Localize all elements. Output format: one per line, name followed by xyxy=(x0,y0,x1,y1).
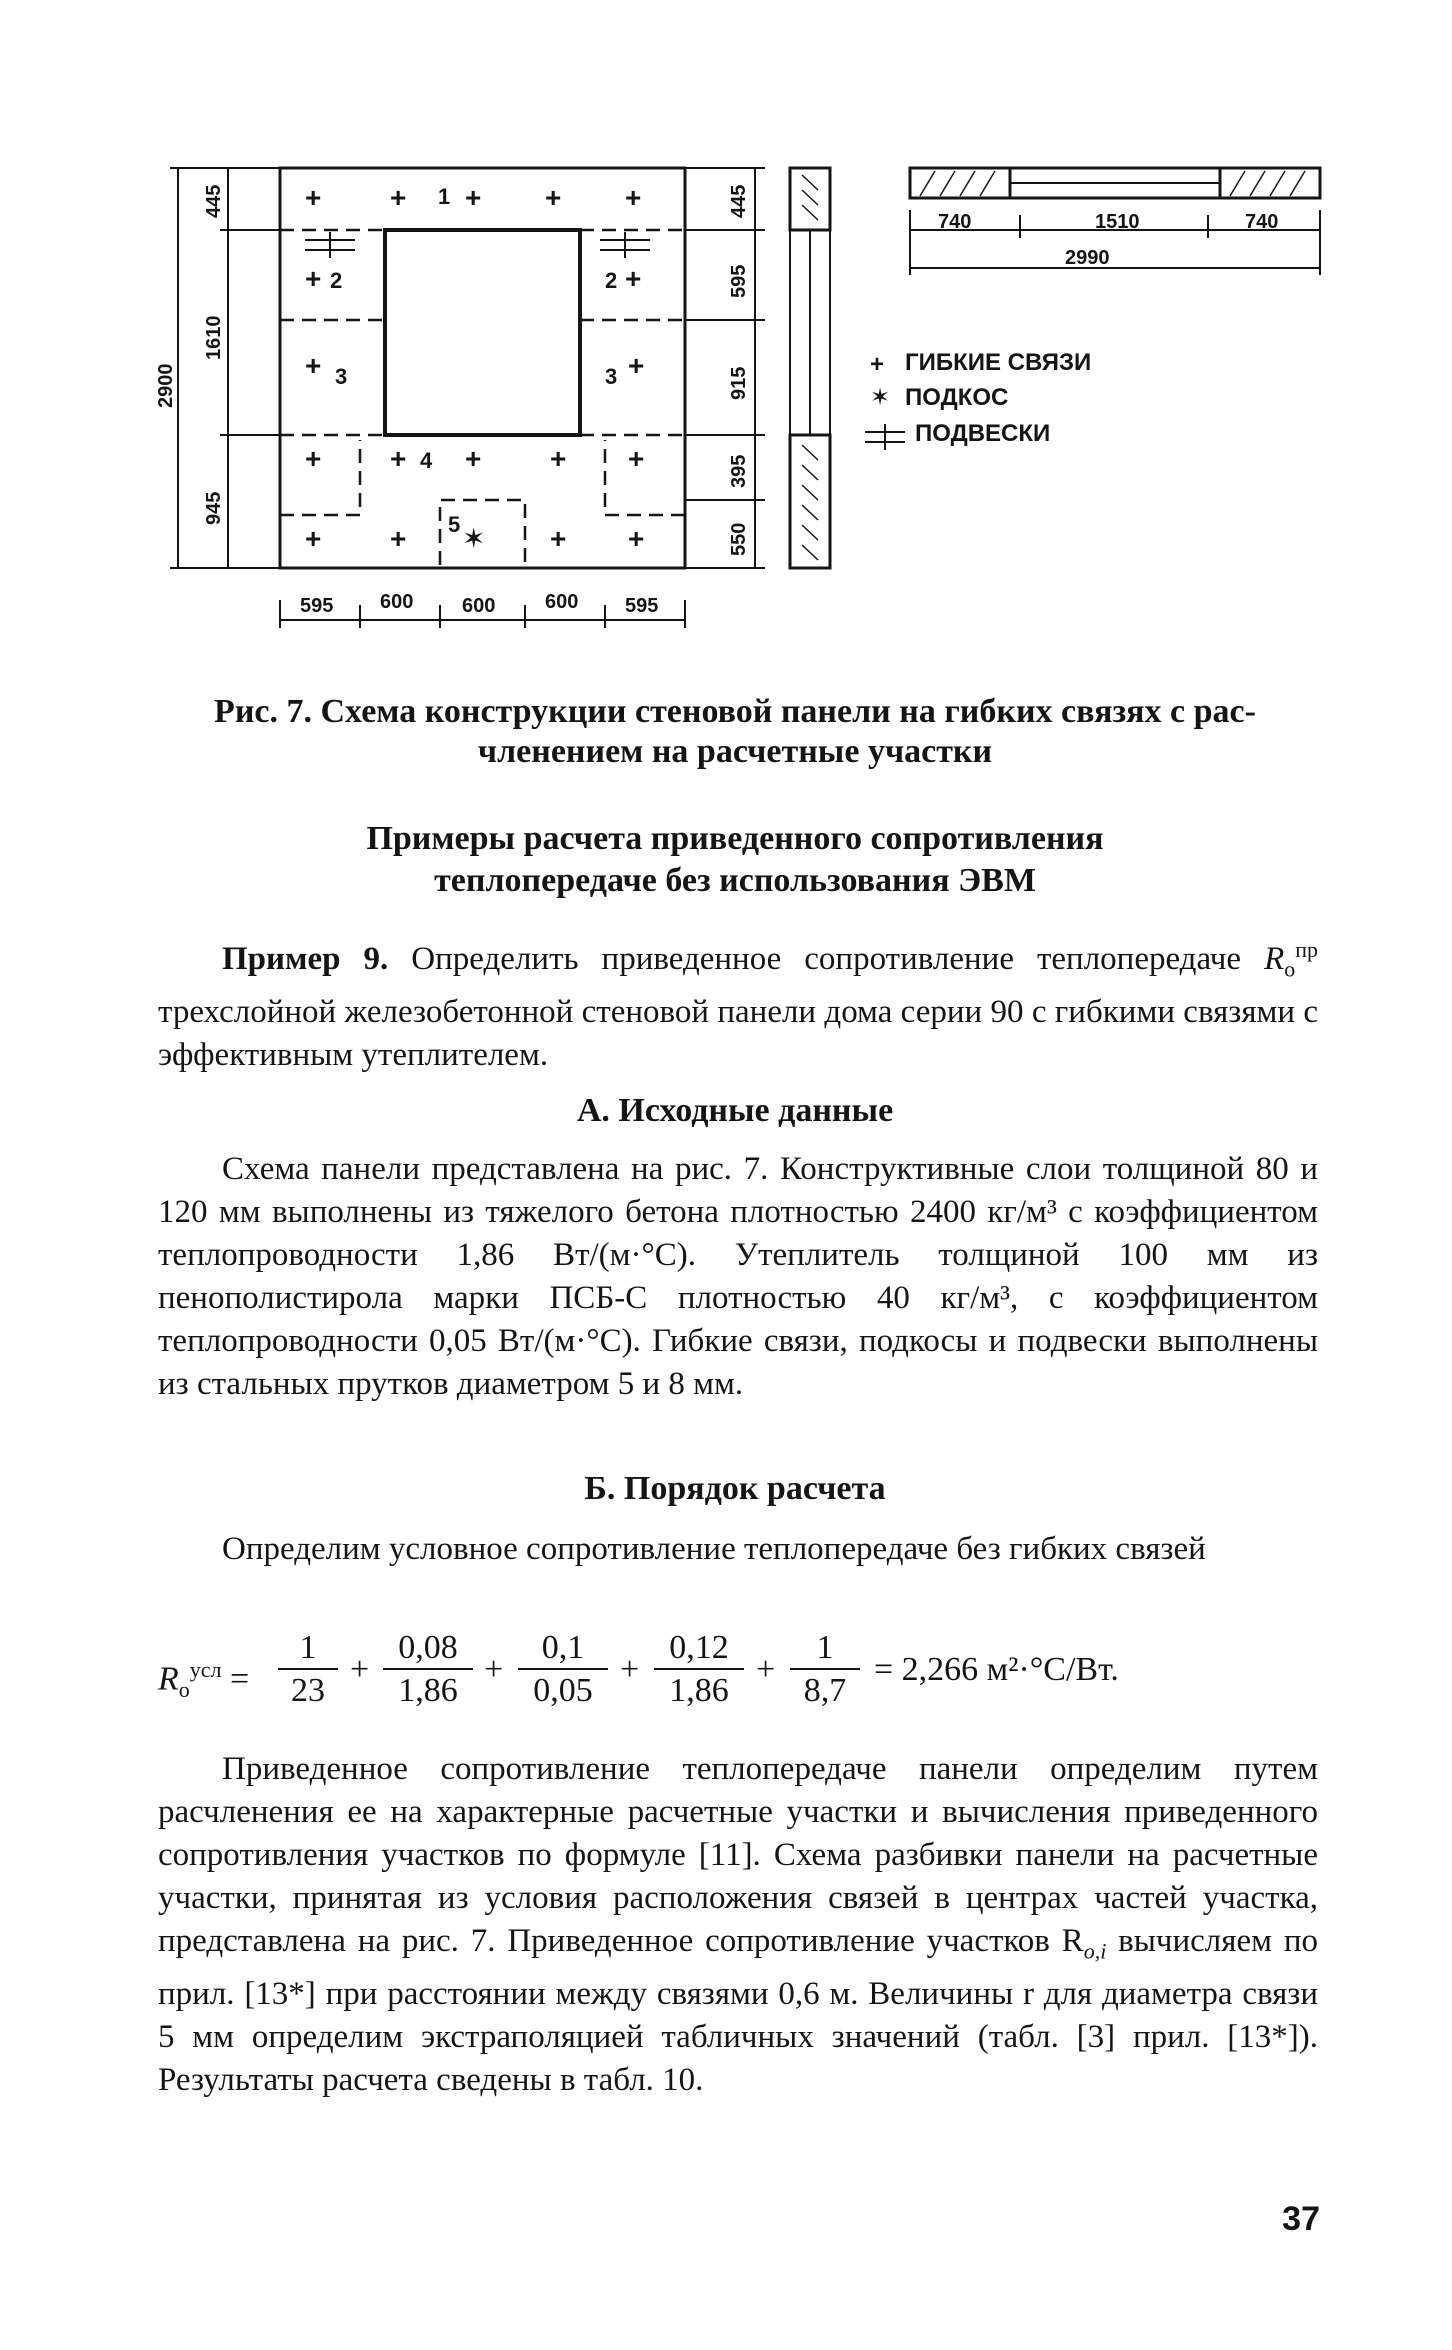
example-text-1: Определить приведенное сопротивление теплопередаче xyxy=(411,941,1242,977)
hanger-marks xyxy=(305,232,650,258)
example-text-2: трехслойной железобетонной стеновой панели дома серии 90 с гибкими связями с эффективным утеплителем. xyxy=(158,993,1318,1073)
svg-text:+: + xyxy=(390,443,407,474)
svg-text:+: + xyxy=(628,350,645,381)
legend-hanger-symbol xyxy=(865,424,905,450)
section-title-line-2: теплопередаче без использования ЭВМ xyxy=(434,862,1036,899)
svg-text:1610: 1610 xyxy=(203,315,225,360)
heading-b: Б. Порядок расчета xyxy=(584,1470,886,1507)
svg-text:740: 740 xyxy=(938,211,972,233)
svg-text:3: 3 xyxy=(335,364,348,389)
svg-text:+: + xyxy=(305,523,322,554)
svg-text:+: + xyxy=(625,263,642,294)
paragraph-c xyxy=(158,1748,1318,2102)
svg-text:+: + xyxy=(305,350,322,381)
fraction-4: $\frac{0,12}{1,86}$ xyxy=(654,1628,744,1712)
svg-text:1510: 1510 xyxy=(1095,211,1140,233)
svg-text:2900: 2900 xyxy=(155,363,177,408)
svg-text:4: 4 xyxy=(420,448,433,473)
svg-text:1: 1 xyxy=(438,184,451,209)
svg-text:445: 445 xyxy=(728,184,750,218)
svg-text:595: 595 xyxy=(300,595,334,617)
svg-text:✶: ✶ xyxy=(462,523,486,554)
svg-text:395: 395 xyxy=(728,454,750,488)
caption-line-1: Рис. 7. Схема конструкции стеновой панели на гибких связях с рас- xyxy=(214,693,1256,730)
paragraph-b xyxy=(158,1528,1318,1571)
svg-text:✶: ✶ xyxy=(870,384,891,411)
svg-text:+: + xyxy=(550,523,567,554)
left-dimension-lines xyxy=(170,168,280,568)
svg-text:2990: 2990 xyxy=(1065,247,1110,269)
legend-flexible-ties: ГИБКИЕ СВЯЗИ xyxy=(905,349,1092,376)
page-number: 37 xyxy=(1282,2200,1320,2238)
right-dimension-lines xyxy=(685,168,765,568)
paragraph-a-text: Схема панели представлена на рис. 7. Конструктивные слои толщиной 80 и 120 мм выполнены из тяжелого бетона плотностью 2400 кг/м³ с коэффициентом теплопроводности 1,86 Вт/(м·°С). Утеплитель толщиной 100 мм из пенополистирола марки ПСБ-С плотностью 40 кг/м³, с коэффициентом теплопроводности 0,05 Вт/(м·°С). Гибкие связи, подкосы и подвески выполнены из стальных прутков диаметром 5 и 8 мм. xyxy=(158,1151,1318,1402)
fraction-3: $\frac{0,1}{0,05}$ xyxy=(518,1628,608,1712)
heading-a: А. Исходные данные xyxy=(576,1092,894,1129)
section-title xyxy=(160,818,1310,902)
paragraph-c-text-1: Приведенное сопротивление теплопередаче панели определим путем расчленения ее на характерные расчетные участки и вычисления приведенного сопротивления участков по формуле [11]. Схема разбивки панели на расчетные участки, принятая из условия расположения связей в центрах частей участка, представлена на рис. 7. Приведенное сопротивление участков R xyxy=(158,1751,1318,1959)
svg-text:550: 550 xyxy=(728,522,750,556)
section-dimension-labels xyxy=(938,211,1278,269)
svg-text:+: + xyxy=(305,263,322,294)
svg-text:+: + xyxy=(305,182,322,213)
svg-text:445: 445 xyxy=(203,184,225,218)
svg-text:5: 5 xyxy=(448,512,461,537)
svg-text:+: + xyxy=(465,182,482,213)
svg-text:+: + xyxy=(628,523,645,554)
example-symbol-sup: пр xyxy=(1295,937,1319,962)
svg-text:+: + xyxy=(550,443,567,474)
figure-caption xyxy=(150,692,1320,772)
fraction-5: $\frac{1}{8,7}$ xyxy=(790,1628,860,1712)
paragraph-b-text: Определим условное сопротивление теплопередаче без гибких связей xyxy=(222,1531,1206,1567)
example-9-paragraph xyxy=(158,928,1318,1077)
svg-text:+: + xyxy=(390,182,407,213)
paragraph-c-text-2: вычисляем по прил. [13*] при расстоянии между связями 0,6 м. Величины r для диаметра связи 5 мм определим экстраполяцией табличных значений (табл. [3] прил. [13*]). Результаты расчета сведены в табл. 10. xyxy=(158,1923,1318,2098)
svg-text:+: + xyxy=(545,182,562,213)
caption-line-2: членением на расчетные участки xyxy=(477,733,993,770)
svg-text:600: 600 xyxy=(462,595,496,617)
svg-text:600: 600 xyxy=(545,591,579,613)
fraction-1: $\frac{1}{23}$ xyxy=(278,1628,338,1712)
paragraph-c-sub: о,i xyxy=(1083,1938,1107,1964)
example-symbol-sub: о xyxy=(1284,956,1296,982)
svg-text:+: + xyxy=(390,523,407,554)
example-label: Пример 9. xyxy=(222,941,389,977)
figure-7-panel-scheme xyxy=(0,0,1452,640)
svg-text:915: 915 xyxy=(728,366,750,400)
svg-text:2: 2 xyxy=(605,268,618,293)
svg-text:+: + xyxy=(628,443,645,474)
section-title-line-1: Примеры расчета приведенного сопротивления xyxy=(366,820,1104,857)
svg-text:+: + xyxy=(870,351,885,378)
tie-marks xyxy=(305,182,644,554)
svg-text:2: 2 xyxy=(330,268,343,293)
svg-text:+: + xyxy=(305,443,322,474)
svg-text:595: 595 xyxy=(728,264,750,298)
left-dimension-labels xyxy=(155,185,225,525)
formula-conditional-resistance: $R_о^{усл}$ = $\frac{1}{23}$ + $\frac{0,08}{1,86}$ + $\frac{0,1}{0,05}$ + $\frac{0,12}{1,86}$ + $\frac{1}{8,7}$ = 2,266 м²·°С/Вт. xyxy=(158,1628,1318,1718)
legend-hangers: ПОДВЕСКИ xyxy=(915,420,1051,447)
legend-strut: ПОДКОС xyxy=(905,384,1009,411)
svg-text:945: 945 xyxy=(203,491,225,525)
svg-text:595: 595 xyxy=(625,595,659,617)
vertical-section xyxy=(790,168,830,568)
svg-text:600: 600 xyxy=(380,591,414,613)
paragraph-a xyxy=(158,1148,1318,1406)
svg-text:740: 740 xyxy=(1245,211,1279,233)
svg-text:+: + xyxy=(625,182,642,213)
formula-lhs: $R_о^{усл}$ = xyxy=(158,1657,250,1703)
formula-result: = 2,266 м²·°С/Вт. xyxy=(874,1651,1119,1688)
svg-text:+: + xyxy=(465,443,482,474)
svg-text:3: 3 xyxy=(605,364,618,389)
window-opening xyxy=(385,230,580,435)
example-symbol: R xyxy=(1264,941,1285,977)
fraction-2: $\frac{0,08}{1,86}$ xyxy=(383,1628,473,1712)
